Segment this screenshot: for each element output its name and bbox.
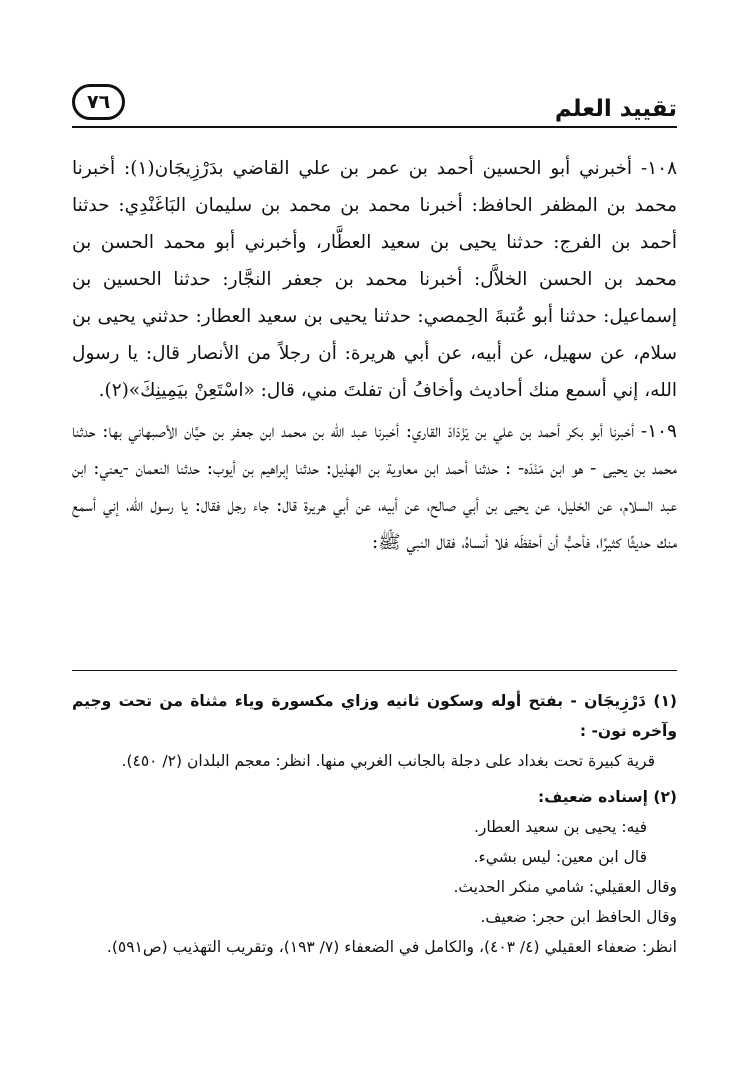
- footnote-1-heading: (١) دَرْزِيجَان - بفتح أوله وسكون ثانيه وزاي مكسورة وياء مثناة من تحت وجيم وآخره نون- :: [72, 692, 677, 740]
- footnote-2-line: وقال الحافظ ابن حجر: ضعيف.: [480, 908, 677, 926]
- hadith-108: ١٠٨- أخبرني أبو الحسين أحمد بن عمر بن علي القاضي بدَرْزِيجَان(١): أخبرنا محمد بن المظفر الحافظ: أخبرنا محمد بن محمد بن سليمان البَاغَنْدِي: حدثنا أحمد بن الفرج: حدثنا يحيى بن سعيد العطَّار، وأخبرني أبو محمد الحسن بن محمد بن الحسن الخلاَّل: أخبرنا محمد بن جعفر النجَّار: حدثنا الحسين بن إسماعيل: حدثنا أبو عُتبةَ الحِمصي: حدثنا يحيى بن سعيد العطار: حدثني يحيى بن سلام، عن سهيل، عن أبيه، عن أبي هريرة: أن رجلاً من الأنصار قال: يا رسول الله، إني أسمع منك أحاديث وأخافُ أن تفلتَ مني، قال: «اسْتَعِنْ بيَمِينِكَ»(٢).: [72, 158, 678, 401]
- footnote-2-line: قال ابن معين: ليس بشيء.: [473, 848, 647, 866]
- footnotes: [72, 686, 677, 962]
- footnote-divider: [72, 670, 677, 671]
- hadith-109: ١٠٩- أخبرنا أبو بكر أحمد بن علي بن يَزْدَادَ القاري: أخبرنا عبد الله بن محمد ابن جعفر بن حيَّان الأصبهاني بها: حدثنا محمد بن يحيى - هو ابن مَنْدَه- : حدثنا أحمد ابن معاوية بن الهذيل: حدثنا إبراهيم بن أيوب: حدثنا النعمان -يعني: ابن عبد السلام، عن الخليل، عن يحيى بن أبي صالح، عن أبيه، عن أبي هريرة قال: جاء رجل فقال: يا رسول الله، إني أسمع منك حديثًا كثيرًا، فأحبُّ أن أحفظَه فلا أنساهُ، فقال النبي ﷺ:: [72, 421, 677, 553]
- footnote-2-heading: (٢) إسناده ضعيف:: [538, 788, 677, 806]
- main-text: [72, 150, 677, 561]
- page-header: [72, 84, 677, 128]
- running-title: تقييد العلم: [554, 96, 677, 122]
- footnote-2-reference: انظر: ضعفاء العقيلي (٤/ ٤٠٣)، والكامل في الضعفاء (٧/ ١٩٣)، وتقريب التهذيب (ص٥٩١).: [106, 938, 677, 956]
- footnote-2-line: وقال العقيلي: شامي منكر الحديث.: [453, 878, 677, 896]
- footnote-2-line: فيه: يحيى بن سعيد العطار.: [474, 818, 647, 836]
- page-number: ٧٦: [72, 84, 125, 120]
- footnote-1-body: قرية كبيرة تحت بغداد على دجلة بالجانب الغربي منها. انظر: معجم البلدان (٢/ ٤٥٠).: [121, 752, 655, 770]
